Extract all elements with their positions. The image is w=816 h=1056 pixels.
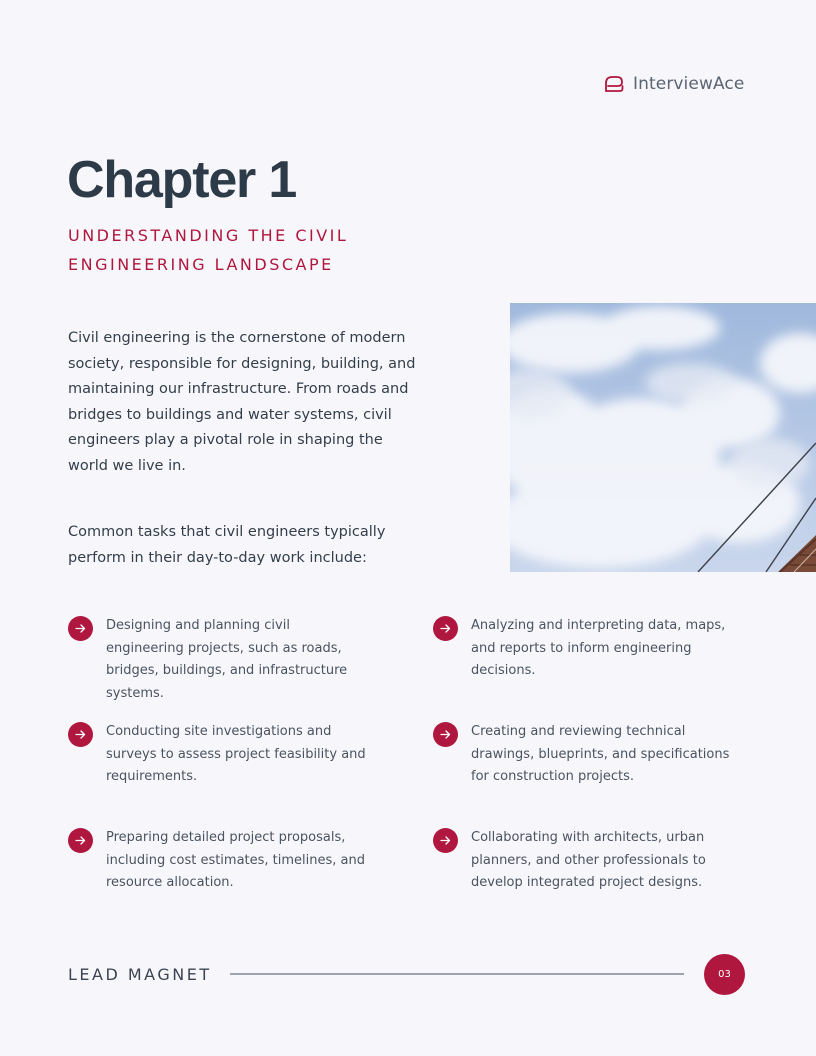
task-item bbox=[433, 827, 733, 895]
chapter-title: Chapter 1 bbox=[67, 151, 297, 209]
sky-with-cable-bridge-photo bbox=[510, 303, 816, 572]
tasks-intro: Common tasks that civil engineers typically perform in their day-to-day work include: bbox=[68, 524, 386, 566]
chapter-subtitle: UNDERSTANDING THE CIVIL ENGINEERING LANDSCAPE bbox=[68, 226, 349, 274]
arrow-right-icon bbox=[433, 722, 458, 747]
task-item bbox=[433, 615, 733, 683]
task-item bbox=[68, 615, 368, 705]
arrow-right-icon bbox=[433, 616, 458, 641]
brand-name: InterviewAce bbox=[633, 74, 745, 94]
arrow-right-icon bbox=[68, 722, 93, 747]
page-number-badge bbox=[704, 954, 745, 995]
brand bbox=[603, 74, 744, 94]
page-number: 03 bbox=[718, 969, 731, 980]
footer-label: LEAD MAGNET bbox=[68, 965, 212, 984]
intro-paragraph: Civil engineering is the cornerstone of modern society, responsible for designing, building, and maintaining our infrastructure. From roads and bridges to buildings and water systems, civil engineers play a pivotal role in shaping the world we live in. bbox=[68, 330, 416, 474]
task-text: Designing and planning civil engineering projects, such as roads, bridges, buildings, and infrastructure systems. bbox=[106, 618, 348, 701]
task-item bbox=[433, 721, 733, 789]
task-text: Conducting site investigations and surveys to assess project feasibility and requirements. bbox=[106, 724, 366, 784]
arrow-right-icon bbox=[68, 828, 93, 853]
arrow-right-icon bbox=[433, 828, 458, 853]
task-text: Preparing detailed project proposals, including cost estimates, timelines, and resource allocation. bbox=[106, 830, 366, 890]
task-item bbox=[68, 827, 368, 895]
task-text: Creating and reviewing technical drawings, blueprints, and specifications for construction projects. bbox=[471, 724, 730, 784]
arrow-right-icon bbox=[68, 616, 93, 641]
footer-divider bbox=[230, 973, 684, 975]
interviewace-logo-icon bbox=[603, 74, 625, 94]
task-item bbox=[68, 721, 368, 789]
task-text: Analyzing and interpreting data, maps, and reports to inform engineering decisions. bbox=[471, 618, 726, 678]
task-text: Collaborating with architects, urban planners, and other professionals to develop integrated project designs. bbox=[471, 830, 706, 890]
